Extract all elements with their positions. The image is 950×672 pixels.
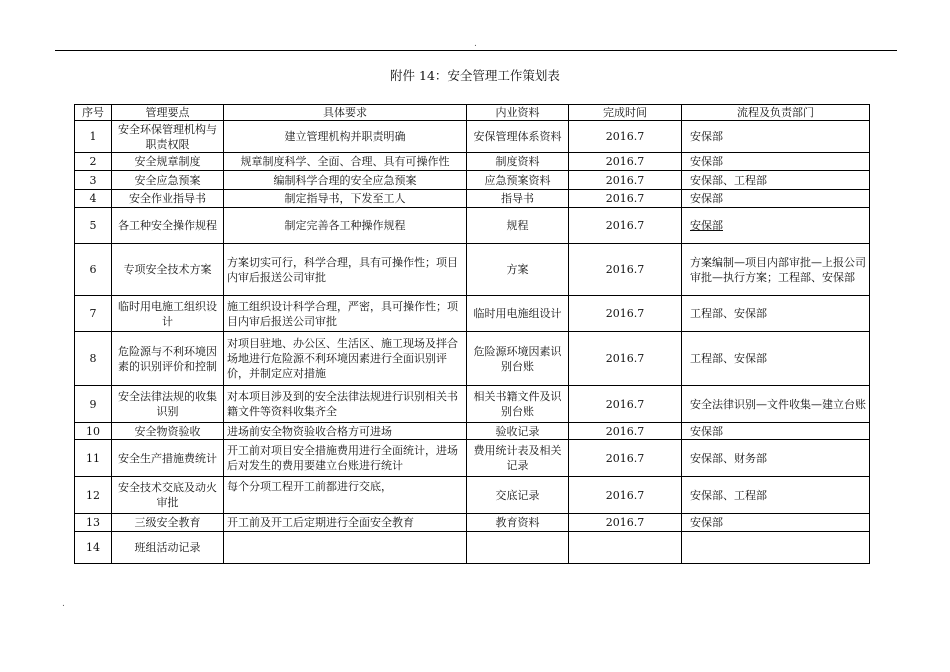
cell-time [569, 532, 682, 564]
cell-requirement: 开工前对项目安全措施费用进行全面统计，进场后对发生的费用要建立台账进行统计 [224, 440, 467, 477]
table-row [75, 190, 870, 208]
table-row [75, 477, 870, 514]
cell-no: 3 [75, 171, 112, 190]
cell-requirement: 制定指导书，下发至工人 [224, 190, 467, 208]
cell-requirement: 对项目驻地、办公区、生活区、施工现场及拌合场地进行危险源不利环境因素进行全面识别评价，并制定应对措施 [224, 332, 467, 386]
cell-requirement: 进场前安全物资验收合格方可进场 [224, 423, 467, 440]
cell-dept: 安保部 [682, 514, 870, 532]
cell-documents: 安保管理体系资料 [467, 121, 569, 153]
cell-no: 10 [75, 423, 112, 440]
cell-no: 2 [75, 153, 112, 171]
cell-no: 13 [75, 514, 112, 532]
cell-no: 11 [75, 440, 112, 477]
cell-documents: 相关书籍文件及识别台账 [467, 386, 569, 423]
cell-time: 2016.7 [569, 244, 682, 296]
cell-documents: 费用统计表及相关记录 [467, 440, 569, 477]
table-row [75, 153, 870, 171]
cell-time: 2016.7 [569, 296, 682, 332]
cell-documents [467, 532, 569, 564]
cell-time: 2016.7 [569, 477, 682, 514]
cell-point: 安全规章制度 [112, 153, 224, 171]
table-row [75, 296, 870, 332]
cell-documents: 教育资料 [467, 514, 569, 532]
cell-dept: 安保部 [682, 153, 870, 171]
cell-no: 1 [75, 121, 112, 153]
cell-requirement: 每个分项工程开工前都进行交底， [224, 477, 467, 514]
cell-time: 2016.7 [569, 386, 682, 423]
footer-dot: . [62, 599, 65, 609]
header-point: 管理要点 [112, 105, 224, 121]
cell-documents: 交底记录 [467, 477, 569, 514]
cell-no: 12 [75, 477, 112, 514]
cell-dept [682, 208, 870, 244]
cell-time: 2016.7 [569, 171, 682, 190]
cell-point: 各工种安全操作规程 [112, 208, 224, 244]
cell-requirement: 编制科学合理的安全应急预案 [224, 171, 467, 190]
table-row [75, 514, 870, 532]
cell-requirement: 对本项目涉及到的安全法律法规进行识别相关书籍文件等资料收集齐全 [224, 386, 467, 423]
table-row [75, 121, 870, 153]
cell-point: 班组活动记录 [112, 532, 224, 564]
table-row [75, 244, 870, 296]
table-row [75, 532, 870, 564]
cell-documents: 规程 [467, 208, 569, 244]
header-rule [55, 50, 897, 51]
header-requirement: 具体要求 [224, 105, 467, 121]
cell-dept [682, 532, 870, 564]
table-row [75, 171, 870, 190]
cell-dept: 安保部、工程部 [682, 477, 870, 514]
header-documents: 内业资料 [467, 105, 569, 121]
cell-time: 2016.7 [569, 423, 682, 440]
cell-dept: 安保部、财务部 [682, 440, 870, 477]
cell-time: 2016.7 [569, 208, 682, 244]
cell-documents: 指导书 [467, 190, 569, 208]
cell-requirement: 方案切实可行，科学合理，具有可操作性；项目内审后报送公司审批 [224, 244, 467, 296]
cell-time: 2016.7 [569, 121, 682, 153]
cell-requirement: 规章制度科学、全面、合理、具有可操作性 [224, 153, 467, 171]
header-dept: 流程及负责部门 [682, 105, 870, 121]
cell-point: 专项安全技术方案 [112, 244, 224, 296]
cell-requirement: 开工前及开工后定期进行全面安全教育 [224, 514, 467, 532]
header-dot: . [474, 39, 477, 49]
cell-requirement: 制定完善各工种操作规程 [224, 208, 467, 244]
cell-point: 临时用电施工组织设计 [112, 296, 224, 332]
cell-no: 7 [75, 296, 112, 332]
cell-point: 安全作业指导书 [112, 190, 224, 208]
cell-point: 危险源与不利环境因素的识别评价和控制 [112, 332, 224, 386]
header-time: 完成时间 [569, 105, 682, 121]
cell-point: 安全法律法规的收集识别 [112, 386, 224, 423]
cell-no: 9 [75, 386, 112, 423]
cell-no: 14 [75, 532, 112, 564]
cell-documents: 危险源环境因素识别台账 [467, 332, 569, 386]
cell-time: 2016.7 [569, 514, 682, 532]
table-row [75, 423, 870, 440]
cell-point: 安全物资验收 [112, 423, 224, 440]
safety-plan-table [74, 104, 870, 564]
cell-no: 8 [75, 332, 112, 386]
table-header-row [75, 105, 870, 121]
cell-point: 安全生产措施费统计 [112, 440, 224, 477]
cell-time: 2016.7 [569, 440, 682, 477]
cell-point: 安全环保管理机构与职责权限 [112, 121, 224, 153]
table-row [75, 208, 870, 244]
cell-time: 2016.7 [569, 190, 682, 208]
cell-dept: 方案编制—项目内部审批—上报公司审批—执行方案；工程部、安保部 [682, 244, 870, 296]
dept-underlined: 安保部 [690, 219, 723, 232]
cell-time: 2016.7 [569, 153, 682, 171]
cell-documents: 方案 [467, 244, 569, 296]
page-title: 附件 14：安全管理工作策划表 [390, 68, 560, 83]
cell-dept: 安保部、工程部 [682, 171, 870, 190]
cell-documents: 验收记录 [467, 423, 569, 440]
table-row [75, 332, 870, 386]
cell-time: 2016.7 [569, 332, 682, 386]
cell-no: 4 [75, 190, 112, 208]
cell-point: 安全应急预案 [112, 171, 224, 190]
cell-dept: 安保部 [682, 121, 870, 153]
cell-dept: 工程部、安保部 [682, 332, 870, 386]
cell-point: 三级安全教育 [112, 514, 224, 532]
cell-requirement [224, 532, 467, 564]
cell-documents: 应急预案资料 [467, 171, 569, 190]
cell-no: 6 [75, 244, 112, 296]
table-row [75, 386, 870, 423]
cell-no: 5 [75, 208, 112, 244]
cell-point: 安全技术交底及动火审批 [112, 477, 224, 514]
header-no: 序号 [75, 105, 112, 121]
cell-dept: 安保部 [682, 423, 870, 440]
cell-documents: 临时用电施组设计 [467, 296, 569, 332]
cell-dept: 安全法律识别—文件收集—建立台账 [682, 386, 870, 423]
cell-dept: 工程部、安保部 [682, 296, 870, 332]
cell-requirement: 施工组织设计科学合理，严密，具可操作性；项目内审后报送公司审批 [224, 296, 467, 332]
cell-documents: 制度资料 [467, 153, 569, 171]
cell-dept: 安保部 [682, 190, 870, 208]
table-row [75, 440, 870, 477]
cell-requirement: 建立管理机构并职责明确 [224, 121, 467, 153]
